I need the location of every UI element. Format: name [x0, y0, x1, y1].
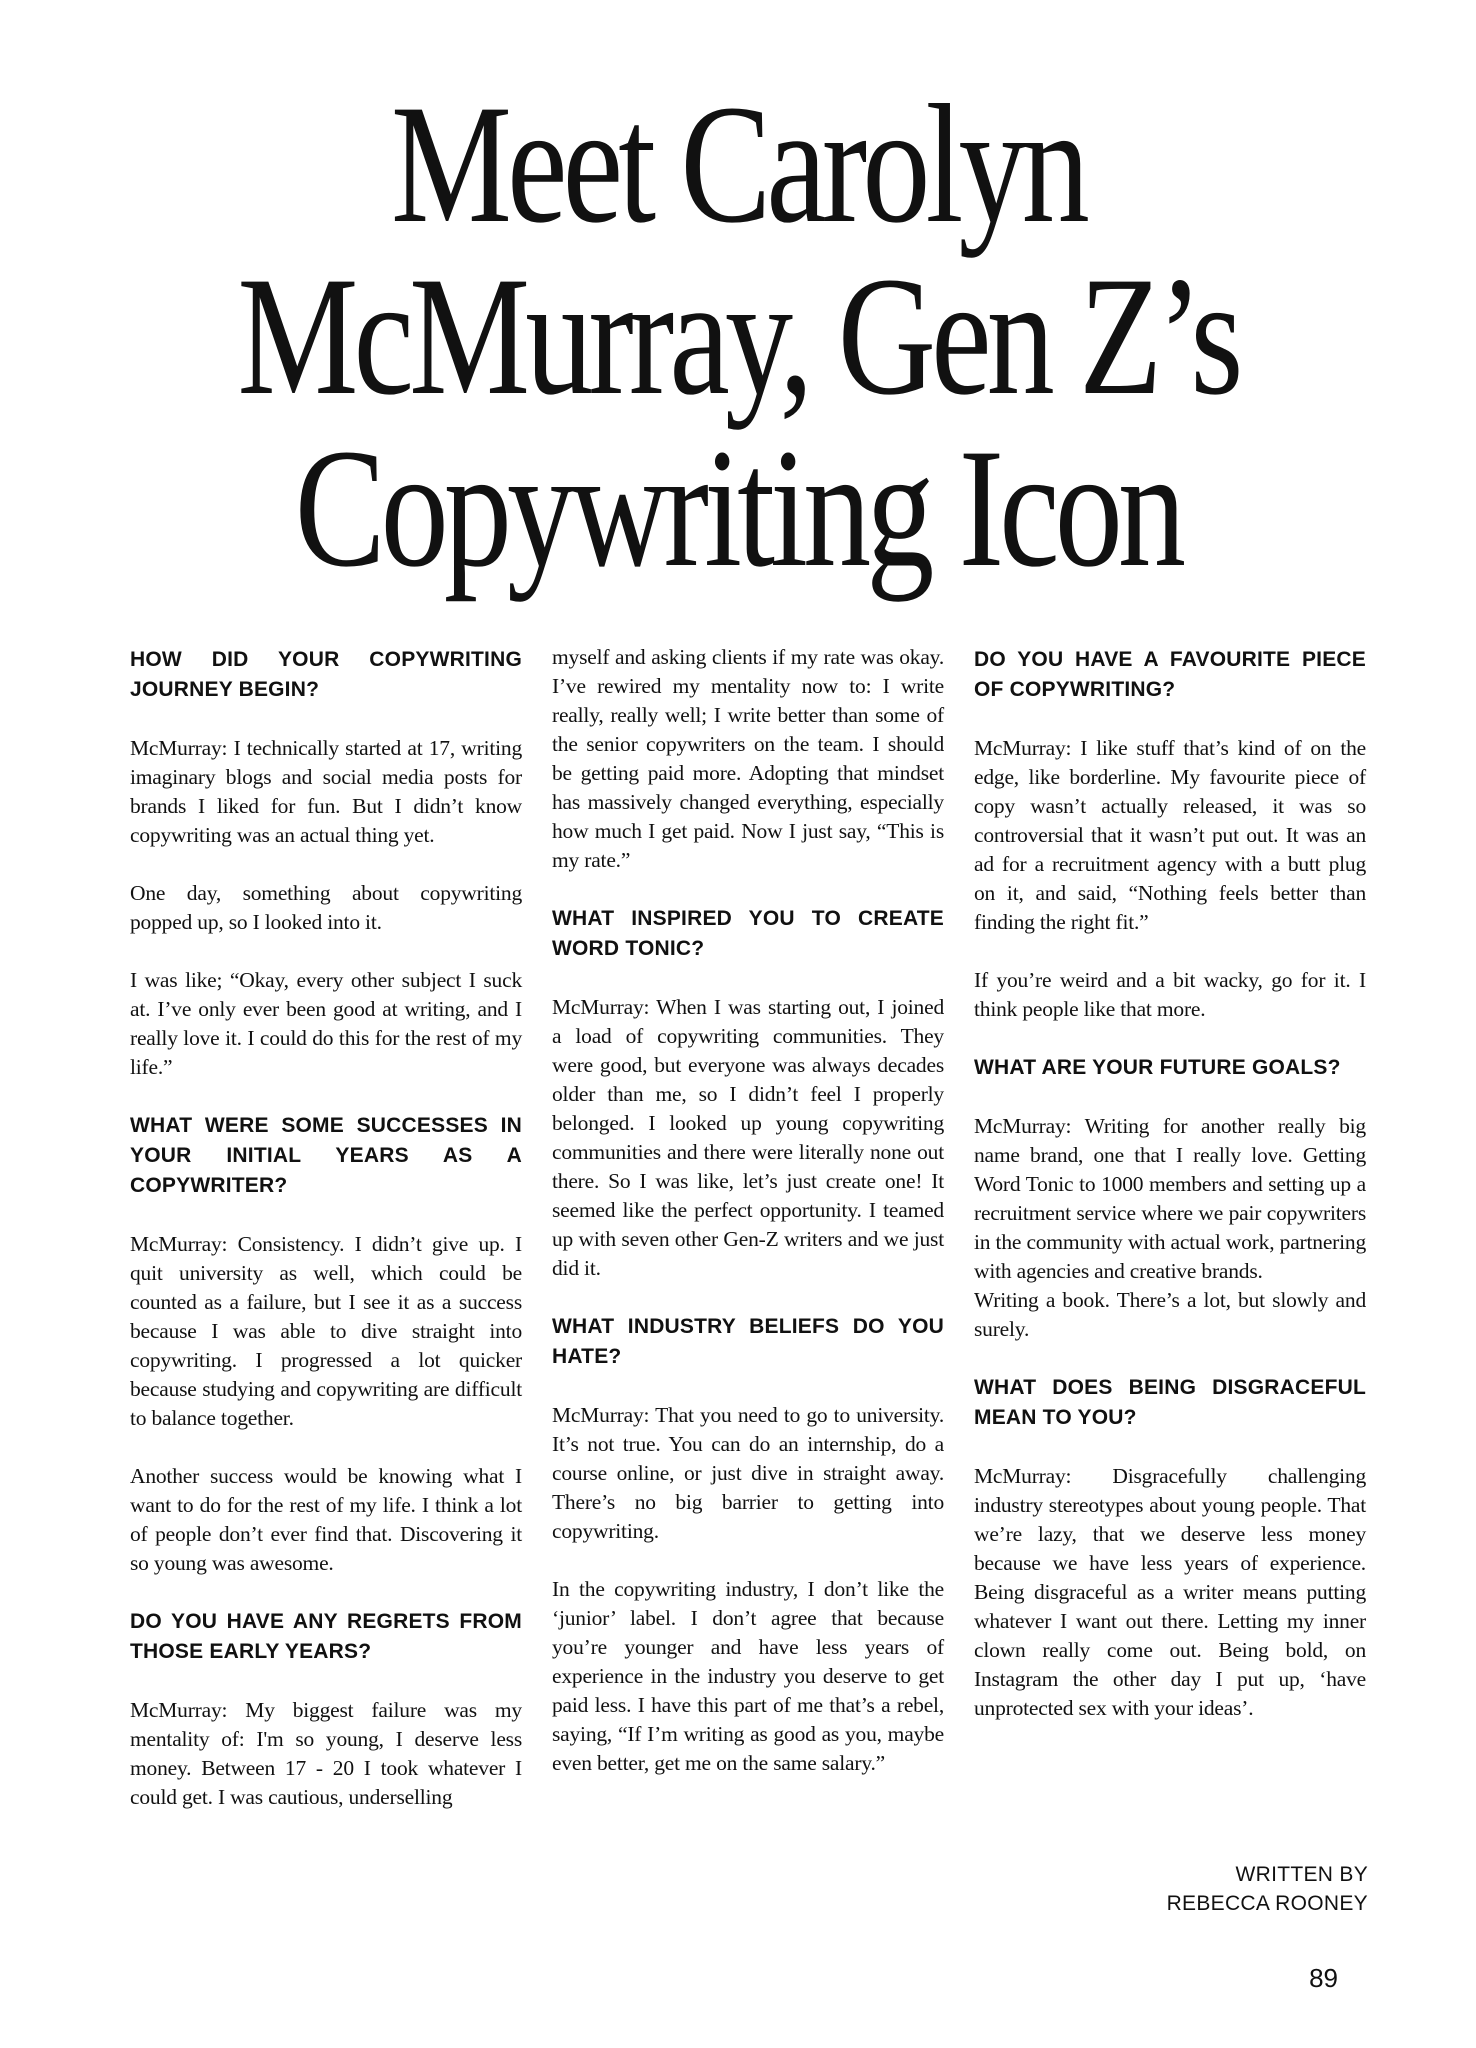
answer-paragraph: myself and asking clients if my rate was okay. I’ve rewired my mentality now to: I write really, really well; I write better than some of the senior copywriters on the team. I should be getting paid more. Adopting that mindset has massively changed everything, especially how much I get paid. Now I just say, “This is my rate.” [552, 645, 944, 872]
answer-paragraph: McMurray: I technically started at 17, writing imaginary blogs and social media posts for brands I liked for fun. But I didn’t know copywriting was an actual thing yet. [130, 736, 522, 847]
title-line-3: Copywriting Icon [294, 414, 1182, 602]
answer-paragraph: McMurray: When I was starting out, I joined a load of copywriting communities. They were good, but everyone was always decades older than me, so I didn’t feel I properly belonged. I looked up young copywriting communities and there were literally none out there. So I was like, let’s just create one! It seemed like the perfect opportunity. I teamed up with seven other Gen-Z writers and we just did it. [552, 995, 944, 1280]
question-heading: WHAT INSPIRED YOU TO CREATE WORD TONIC? [552, 907, 944, 960]
question-heading: WHAT DOES BEING DISGRACEFUL MEAN TO YOU? [974, 1376, 1366, 1429]
title-line-2: McMurray, Gen Z’s [237, 242, 1239, 430]
author-name: REBECCA ROONEY [1166, 1892, 1368, 1915]
answer-paragraph: McMurray: Consistency. I didn’t give up. I quit university as well, which could be counted as a failure, but I see it as a success because I was able to dive straight into copywriting. I progressed a lot quicker because studying and copywriting are difficult to balance together. [130, 1232, 522, 1430]
question-heading: DO YOU HAVE ANY REGRETS FROM THOSE EARLY YEARS? [130, 1610, 522, 1663]
question-heading: WHAT INDUSTRY BELIEFS DO YOU HATE? [552, 1315, 944, 1368]
question-heading: WHAT ARE YOUR FUTURE GOALS? [974, 1056, 1341, 1079]
answer-paragraph: If you’re weird and a bit wacky, go for it. I think people like that more. [974, 968, 1366, 1021]
title-line-1: Meet Carolyn [391, 70, 1085, 258]
answer-paragraph: McMurray: I like stuff that’s kind of on the edge, like borderline. My favourite piece of copy wasn’t actually released, it was so controversial that it wasn’t put out. It was an ad for a recruitment agency with a butt plug on it, and said, “Nothing feels better than finding the right fit.” [974, 736, 1366, 934]
question-heading: HOW DID YOUR COPYWRITING JOURNEY BEGIN? [130, 648, 522, 701]
answer-paragraph: In the copywriting industry, I don’t like the ‘junior’ label. I don’t agree that because you’re younger and have less years of experience in the industry you deserve to get paid less. I have this part of me that’s a rebel, saying, “If I’m writing as good as you, maybe even better, get me on the same salary.” [552, 1577, 944, 1775]
question-heading: WHAT WERE SOME SUCCESSES IN YOUR INITIAL YEARS AS A COPYWRITER? [130, 1114, 522, 1197]
question-heading: DO YOU HAVE A FAVOURITE PIECE OF COPYWRITING? [974, 648, 1366, 701]
answer-paragraph: I was like; “Okay, every other subject I suck at. I’ve only ever been good at writing, and I really love it. I could do this for the rest of my life.” [130, 968, 522, 1079]
answer-paragraph: McMurray: Writing for another really big name brand, one that I really love. Getting Word Tonic to 1000 members and setting up a recruitment service where we pair copywriters in the community with actual work, partnering with agencies and creative brands. [974, 1114, 1366, 1283]
page-number: 89 [1309, 1963, 1338, 1993]
answer-paragraph: McMurray: That you need to go to university. It’s not true. You can do an internship, do a course online, or just dive in straight away. There’s no big barrier to getting into copywriting. [552, 1403, 944, 1543]
article-column-2 [552, 643, 944, 1807]
byline-label: WRITTEN BY [1235, 1863, 1368, 1886]
article-column-3 [974, 645, 1366, 1752]
answer-paragraph: McMurray: Disgracefully challenging industry stereotypes about young people. That we’re lazy, that we deserve less money because we have less years of experience. Being disgraceful as a writer means putting whatever I want out there. Letting my inner clown really come out. Being bold, on Instagram the other day I put up, ‘have unprotected sex with your ideas’. [974, 1464, 1366, 1720]
answer-paragraph: Writing a book. There’s a lot, but slowly and surely. [974, 1288, 1366, 1341]
article-title [196, 70, 1281, 602]
author-byline [1167, 1860, 1368, 1918]
answer-paragraph: McMurray: My biggest failure was my mentality of: I'm so young, I deserve less money. Between 17 - 20 I took whatever I could get. I was cautious, underselling [130, 1698, 522, 1809]
article-column-1 [130, 645, 522, 1841]
answer-paragraph: One day, something about copywriting popped up, so I looked into it. [130, 881, 522, 934]
answer-paragraph: Another success would be knowing what I want to do for the rest of my life. I think a lot of people don’t ever find that. Discovering it so young was awesome. [130, 1464, 522, 1575]
